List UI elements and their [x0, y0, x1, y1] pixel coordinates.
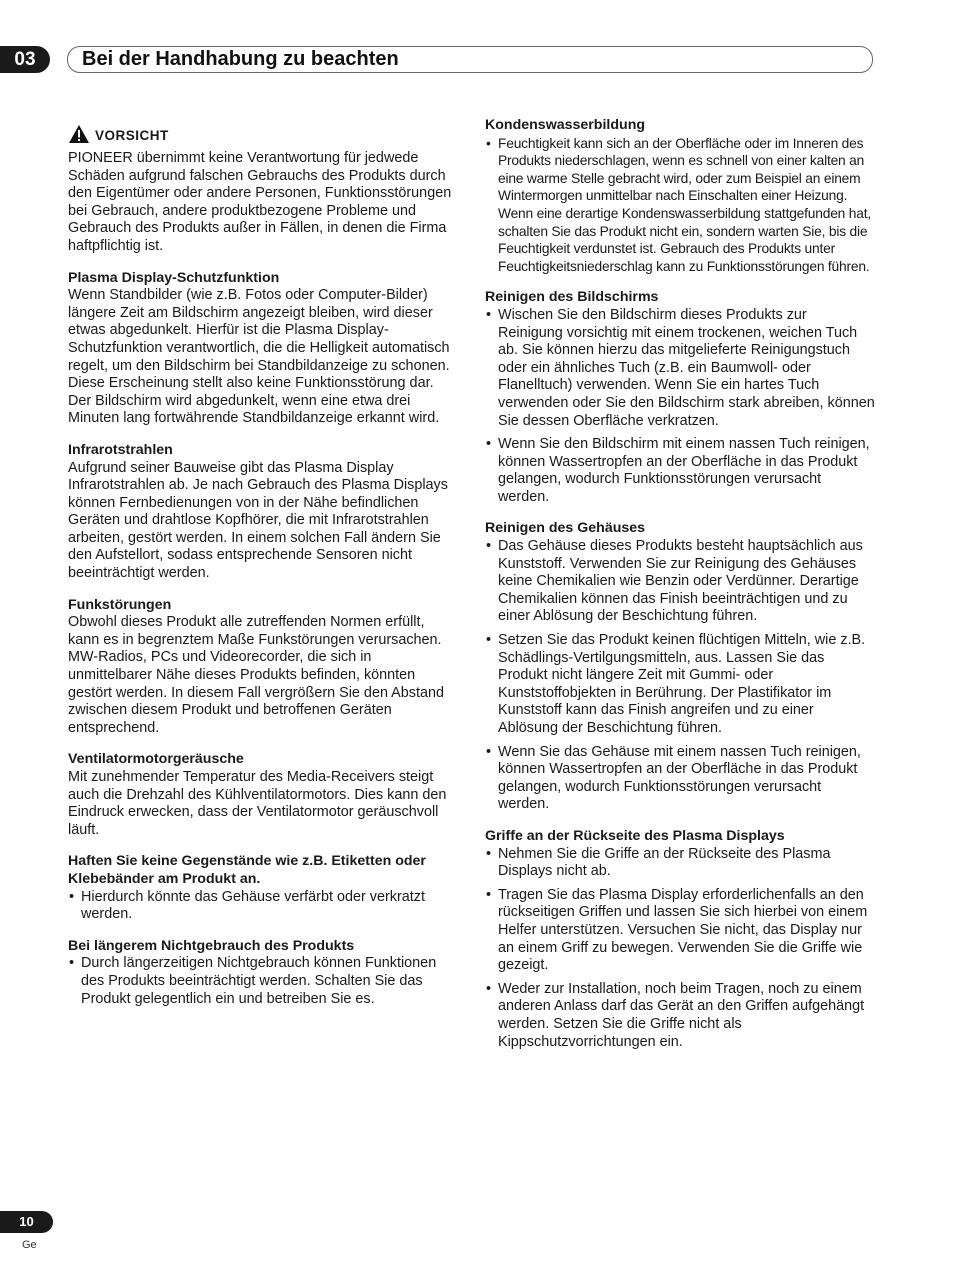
- list-item: • Nehmen Sie die Griffe an der Rückseite des Plasma Displays nicht ab.: [485, 846, 875, 881]
- caution-label: VORSICHT: [95, 128, 169, 143]
- section-text: Wenn Standbilder (wie z.B. Fotos oder Computer-Bilder) längere Zeit am Bildschirm angezeigt bleiben, wird dieser etwas abgedunkelt. Hierfür ist die Plasma Display-Schutzfunktion verantwortlich, die die Helligkeit automatisch regelt, um den Bildschirm bei Standbildanzeige zu schonen. Diese Erscheinung stellt also keine Funktionsstörung dar. Der Bildschirm wird abgedunkelt, wenn eine etwa drei Minuten lang fortwährende Standbildanzeige erkannt wird.: [68, 287, 450, 427]
- handles-section: [485, 828, 875, 1051]
- section-text: Aufgrund seiner Bauweise gibt das Plasma Display Infrarotstrahlen ab. Je nach Gebrauch des Plasma Displays können Fernbedienungen von in der Nähe befindlichen Geräten und drahtlose Kopfhörer, die mit Infrarotstrahlen arbeiten, gestört werden. In einem solchen Fall ändern Sie den Aufstellort, sodass entsprechende Sensoren nicht beeinträchtigt werden.: [68, 459, 448, 582]
- list-item: • Tragen Sie das Plasma Display erforderlichenfalls an den rückseitigen Griffen und lassen Sie sich hierbei von einem Helfer unterstützen. Versuchen Sie nicht, das Display nur an einem Griff zu bewegen. Verwenden Sie die Griffe wie gezeigt.: [485, 887, 875, 975]
- list-item: • Durch längerzeitigen Nichtgebrauch können Funktionen des Produkts beeinträchtigt werden. Schalten Sie das Produkt gelegentlich ein und betreiben Sie es.: [68, 955, 456, 1008]
- caution-heading: [68, 122, 456, 146]
- plasma-protection-section: [68, 270, 456, 428]
- list-item: • Wenn Sie das Gehäuse mit einem nassen Tuch reinigen, können Wassertropfen an der Oberfläche in das Produkt gelangen, wodurch Funktionsstörungen verursacht werden.: [485, 744, 875, 814]
- section-heading: Haften Sie keine Gegenstände wie z.B. Etiketten oder Klebebänder am Produkt an.: [68, 853, 426, 887]
- bullet-list: [485, 135, 875, 276]
- section-heading: Plasma Display-Schutzfunktion: [68, 269, 280, 286]
- long-disuse-section: [68, 938, 456, 1008]
- list-item: • Hierdurch könnte das Gehäuse verfärbt oder verkratzt werden.: [68, 889, 456, 924]
- cabinet-cleaning-section: [485, 520, 875, 814]
- no-stickers-section: [68, 853, 456, 923]
- fan-noise-section: [68, 751, 456, 839]
- warning-triangle-icon: [68, 124, 90, 144]
- chapter-title: Bei der Handhabung zu beachten: [82, 48, 399, 70]
- section-heading: Kondenswasserbildung: [485, 117, 646, 133]
- section-heading: Reinigen des Bildschirms: [485, 289, 659, 306]
- language-code: Ge: [22, 1239, 37, 1251]
- section-text: Mit zunehmender Temperatur des Media-Receivers steigt auch die Drehzahl des Kühlventilatormotors. Dies kann den Eindruck erwecken, dass der Ventilatormotor geräuschvoll läuft.: [68, 769, 447, 838]
- bullet-list: [485, 307, 875, 507]
- chapter-title-bar: [67, 46, 873, 73]
- section-heading: Reinigen des Gehäuses: [485, 520, 646, 537]
- section-heading: Ventilatormotorgeräusche: [68, 751, 244, 768]
- list-item: • Setzen Sie das Produkt keinen flüchtigen Mitteln, wie z.B. Schädlings-Vertilgungsmitteln, aus. Lassen Sie das Produkt nicht längere Zeit mit Gummi- oder Kunststoffobjekten in Berührung. Der Plastifikator im Kunststoff kann das Finish angreifen und zu einer Ablösung der Beschichtung führen.: [485, 632, 875, 738]
- left-column: [68, 122, 456, 1022]
- caution-text: PIONEER übernimmt keine Verantwortung für jedwede Schäden aufgrund falschen Gebrauchs des Produkts durch den Eigentümer oder andere Personen, Funktionsstörungen bei Gebrauch, andere produktbezogene Probleme und Gebrauch des Produkts außer in Fällen, in denen die Firma haftpflichtig ist.: [68, 150, 452, 254]
- right-column: [485, 117, 875, 1065]
- caution-section: [68, 122, 456, 256]
- screen-cleaning-section: [485, 289, 875, 506]
- list-item: • Weder zur Installation, noch beim Tragen, noch zu einem anderen Anlass darf das Gerät an den Griffen aufgehängt werden. Setzen Sie die Griffe nicht als Kippschutzvorrichtungen ein.: [485, 981, 875, 1051]
- list-item: • Wenn Sie den Bildschirm mit einem nassen Tuch reinigen, können Wassertropfen an der Oberfläche in das Produkt gelangen, wodurch Funktionsstörungen verursacht werden.: [485, 436, 875, 506]
- section-heading: Infrarotstrahlen: [68, 441, 173, 458]
- list-item: • Feuchtigkeit kann sich an der Oberfläche oder im Inneren des Produkts niederschlagen, wenn es schnell von einer kalten an eine warme Stelle gebracht wird, oder zum Beispiel an einem Wintermorgen unmittelbar nach Einschalten einer Heizung. Wenn eine derartige Kondenswasserbildung stattgefunden hat, schalten Sie das Produkt nicht ein, sondern warten Sie, bis die Feuchtigkeit verdunstet ist. Gebrauch des Produkts unter Feuchtigkeitsniederschlag kann zu Funktionsstörungen führen.: [485, 135, 875, 276]
- section-heading: Griffe an der Rückseite des Plasma Displays: [485, 827, 785, 844]
- section-heading: Funkstörungen: [68, 596, 172, 613]
- chapter-number: 03: [0, 46, 50, 73]
- condensation-section: [485, 117, 875, 275]
- page-header: [0, 44, 954, 76]
- bullet-list: [485, 846, 875, 1052]
- list-item: • Wischen Sie den Bildschirm dieses Produkts zur Reinigung vorsichtig mit einem trockenen, weichen Tuch ab. Sie können hierzu das mitgelieferte Reinigungstuch oder ein ähnliches Tuch (z.B. ein Baumwoll- oder Flanelltuch) verwenden. Wenn Sie ein hartes Tuch verwenden oder Sie den Bildschirm stark abreiben, können Sie dessen Oberfläche verkratzen.: [485, 307, 875, 430]
- page-number: 10: [0, 1211, 53, 1233]
- section-text: Obwohl dieses Produkt alle zutreffenden Normen erfüllt, kann es in begrenztem Maße Funkstörungen verursachen. MW-Radios, PCs und Videorecorder, die sich in unmittelbarer Nähe dieses Produkts befinden, könnten gestört werden. In diesem Fall vergrößern Sie den Abstand zwischen diesem Produkt und betroffenen Geräten entsprechend.: [68, 614, 444, 736]
- list-item: • Das Gehäuse dieses Produkts besteht hauptsächlich aus Kunststoff. Verwenden Sie zur Reinigung des Gehäuses keine Chemikalien wie Benzin oder Verdünner. Derartige Chemikalien können das Finish beeinträchtigen und zu einer Ablösung der Beschichtung führen.: [485, 538, 875, 626]
- bullet-list: [68, 955, 456, 1008]
- section-heading: Bei längerem Nichtgebrauch des Produkts: [68, 937, 355, 954]
- infrared-section: [68, 442, 456, 583]
- bullet-list: [485, 538, 875, 814]
- bullet-list: [68, 889, 456, 924]
- radio-interference-section: [68, 597, 456, 738]
